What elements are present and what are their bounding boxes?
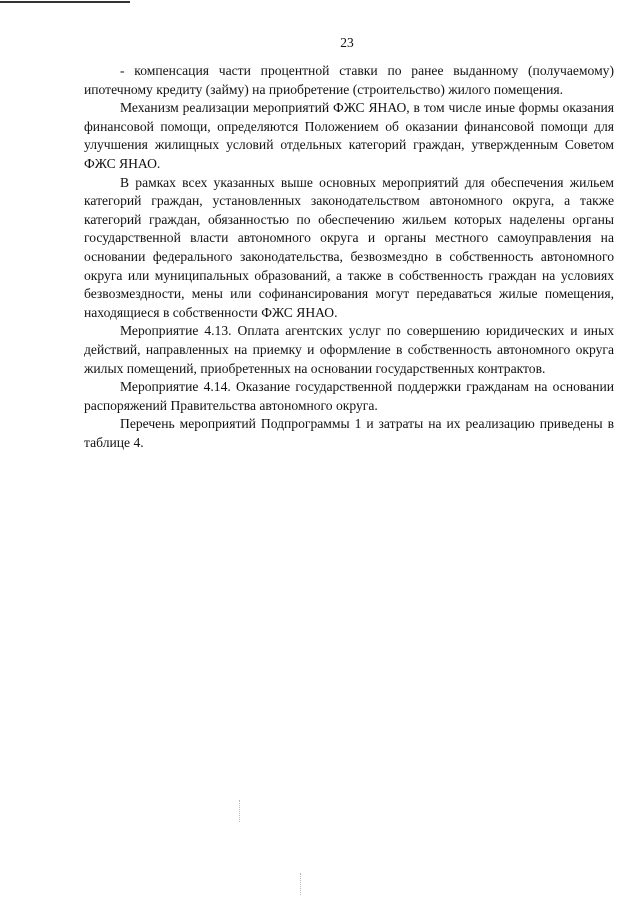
paragraph-compensation: - компенсация части процентной ставки по ранее выданному (получаемому) ипотечному кредиту (займу) на приобретение (строительство) жилого помещения.	[84, 63, 614, 97]
page-number: 23	[340, 35, 354, 50]
document-body	[84, 62, 614, 452]
header-rule	[0, 1, 130, 3]
paragraph-measure-4-13: Мероприятие 4.13. Оплата агентских услуг по совершению юридических и иных действий, направленных на приемку и оформление в собственность автономного округа жилых помещений, приобретенных на основании государственных контрактов.	[84, 323, 614, 376]
paragraph-table-reference: Перечень мероприятий Подпрограммы 1 и затраты на их реализацию приведены в таблице 4.	[84, 416, 614, 450]
paragraph-housing-transfer: В рамках всех указанных выше основных мероприятий для обеспечения жильем категорий граждан, установленных законодательством автономного округа, а также категорий граждан, обязанностью по обеспечению жильем которых наделены органы государственной власти автономного округа и органы местного самоуправления на основании федерального законодательства, безвозмездно в собственность автономного округа или муниципальных образований, а также в собственность граждан на условиях безвозмездности, мены или софинансирования могут передаваться жилые помещения, находящиеся в собственности ФЖС ЯНАО.	[84, 174, 614, 320]
scan-artifact-mark	[300, 873, 301, 895]
scan-artifact-mark	[239, 800, 240, 822]
paragraph-measure-4-14: Мероприятие 4.14. Оказание государственной поддержки гражданам на основании распоряжений Правительства автономного округа.	[84, 379, 614, 413]
paragraph-mechanism: Механизм реализации мероприятий ФЖС ЯНАО, в том числе иные формы оказания финансовой помощи, определяются Положением об оказании финансовой помощи для улучшения жилищных условий отдельных категорий граждан, утвержденным Советом ФЖС ЯНАО.	[84, 100, 614, 171]
